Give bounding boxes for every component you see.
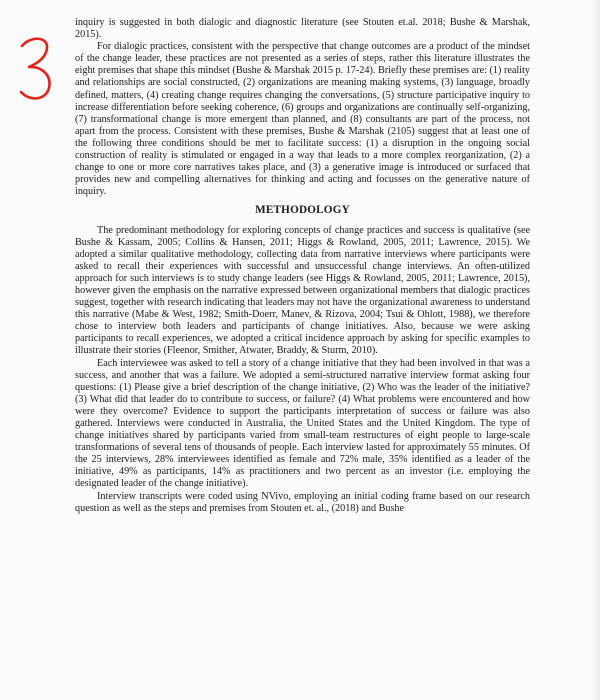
page-edge-shadow	[592, 0, 600, 700]
coding-paragraph: Interview transcripts were coded using NVivo, employing an initial coding frame based on our research question as well as the steps and premises from Stouten et. al., (2018) and Bushe	[75, 490, 530, 514]
methodology-paragraph: The predominant methodology for exploring concepts of change practices and success is qualitative (see Bushe & Kassam, 2005; Collins & Hansen, 2011; Higgs & Rowland, 2005, 2011; Lawrence, 2015). We adopted a similar qualitative methodology, collecting data from narrative interviews where participants were asked to recall their experiences with successful and unsuccessful change interviews. An often-utilized approach for such interviews is to study change leaders (see Higgs & Rowland, 2005, 2011; Lawrence, 2015), however given the emphasis on the narrative expressed between organizational members that dialogic practices suggest, together with research indicating that leaders may not have the organizational awareness to understand this narrative (Mabe & West, 1982; Smith-Doerr, Manev, & Rizova, 2004; Tsui & Ohlott, 1988), we therefore chose to interview both leaders and participants of change initiatives. Also, because we were asking participants to recall experiences, we adopted a critical incidence approach by asking for specific examples to illustrate their stories (Fleenor, Smither, Atwater, Braddy, & Sturm, 2010).	[75, 224, 530, 357]
intro-fragment: inquiry is suggested in both dialogic and diagnostic literature (see Stouten et.al. 2018; Bushe & Marshak, 2015).	[75, 17, 530, 41]
body-text	[75, 17, 530, 515]
handwritten-page-number	[16, 34, 56, 104]
dialogic-paragraph: For dialogic practices, consistent with the perspective that change outcomes are a product of the mindset of the change leader, these practices are not presented as a series of steps, rather this literature illustrates the eight premises that shape this mindset (Bushe & Marshak 2015 p. 17-24). Briefly these premises are: (1) reality and relationships are social constructed, (2) organizations are meaning making systems, (3) language, broadly defined, matters, (4) creating change requires changing the conversations, (5) structure participative inquiry to increase differentiation before seeking coherence, (6) groups and organizations are continually self-organizing, (7) transformational change is more emergent than planned, and (8) consultants are part of the process, not apart from the process. Consistent with these premises, Bushe & Marshak (2105) suggest that at least one of the following three conditions should be met to facilitate success: (1) a disruption in the ongoing social construction of reality is stimulated or engaged in a way that leads to a more complex reorganization, (2) a change to one or more core narratives takes place, and (3) a generative image is introduced or surfaced that provides new and compelling alternatives for thinking and acting and focusses on the generative nature of inquiry.	[75, 41, 530, 198]
section-heading: METHODOLOGY	[255, 204, 350, 217]
interview-paragraph: Each interviewee was asked to tell a story of a change initiative that they had been involved in that was a success, and another that was a failure. We adopted a semi-structured narrative interview format asking four questions: (1) Please give a brief description of the change initiative, (2) Who was the leader of the initiative? (3) What did that leader do to contribute to success, or failure? (4) What problems were encountered and how were they overcome? Evidence to support the participants interpretation of success or failure was also gathered. Interviews were conducted in Australia, the United States and the United Kingdom. The type of change initiatives shared by participants varied from small-team restructures of eight people to large-scale transformations of several tens of thousands of people. Each interview lasted for approximately 55 minutes. Of the 25 interviews, 28% interviewees identified as female and 72% male, 35% identified as a leader of the initiative, 49% as participants, 14% as practitioners and two percent as an investor (i.e. employing the designated leader of the change initiative).	[75, 357, 530, 490]
